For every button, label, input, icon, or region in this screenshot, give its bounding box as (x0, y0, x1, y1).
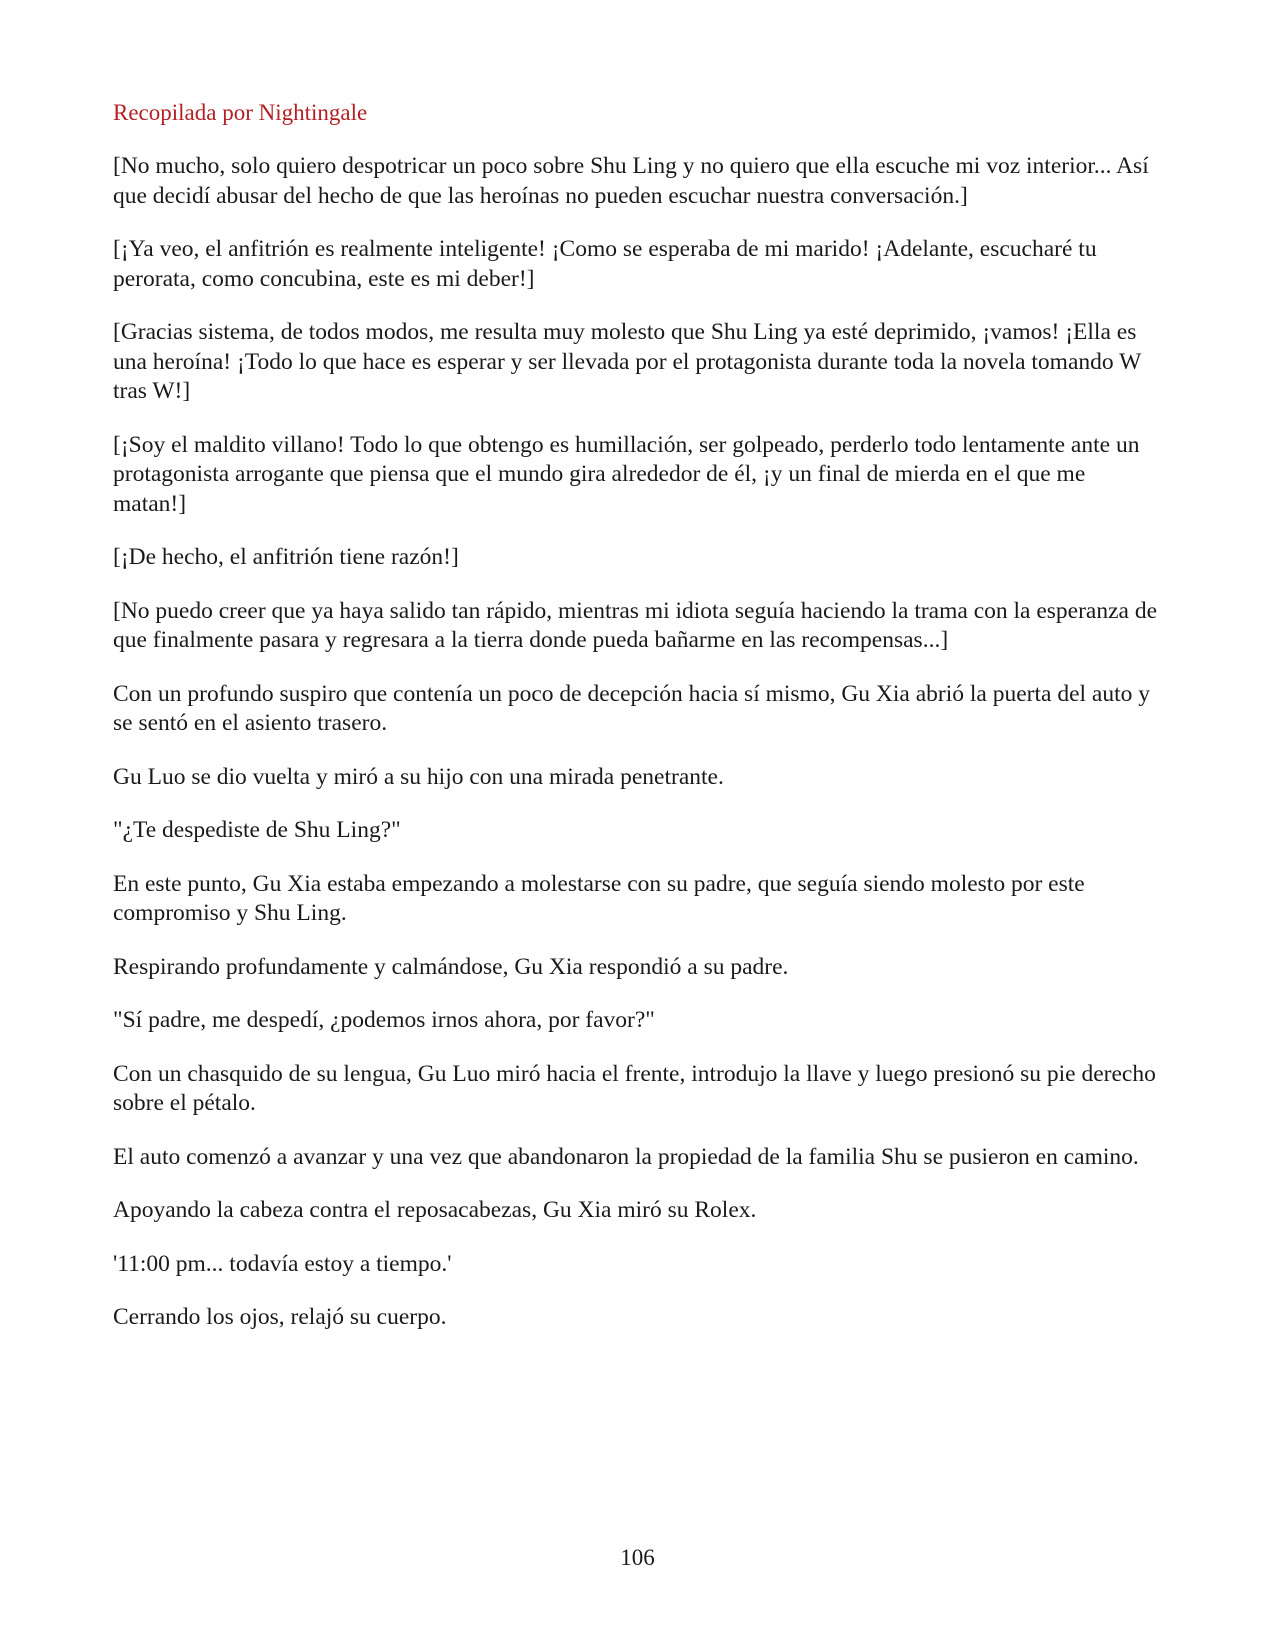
paragraph: Cerrando los ojos, relajó su cuerpo. (113, 1304, 447, 1330)
paragraph: Respirando profundamente y calmándose, Gu Xia respondió a su padre. (113, 953, 789, 980)
paragraph: El auto comenzó a avanzar y una vez que abandonaron la propiedad de la familia Shu se pusieron en camino. (113, 1143, 1139, 1170)
paragraph: "¿Te despediste de Shu Ling?" (113, 817, 401, 843)
compiler-credit: Recopilada por Nightingale (113, 100, 368, 125)
paragraph: [No puedo creer que ya haya salido tan rápido, mientras mi idiota seguía haciendo la trama con la esperanza de que finalmente pasara y regresara a la tierra donde pueda bañarme en las recompensas...] (113, 597, 1158, 653)
document-page (113, 98, 1163, 1357)
paragraph: [Gracias sistema, de todos modos, me resulta muy molesto que Shu Ling ya esté deprimido, ¡vamos! ¡Ella es una heroína! ¡Todo lo que hace es esperar y ser llevada por el protagonista durante toda la novela tomando W tras W!] (113, 319, 1141, 404)
paragraph: '11:00 pm... todavía estoy a tiempo.' (113, 1250, 452, 1277)
paragraph: Con un profundo suspiro que contenía un poco de decepción hacia sí mismo, Gu Xia abrió la puerta del auto y se sentó en el asiento trasero. (113, 680, 1150, 736)
paragraph: "Sí padre, me despedí, ¿podemos irnos ahora, por favor?" (113, 1007, 655, 1033)
paragraph: [¡Soy el maldito villano! Todo lo que obtengo es humillación, ser golpeado, perderlo todo lentamente ante un protagonista arrogante que piensa que el mundo gira alrededor de él, ¡y un final de mierda en el que me matan!] (113, 431, 1140, 517)
paragraph: En este punto, Gu Xia estaba empezando a molestarse con su padre, que seguía siendo molesto por este compromiso y Shu Ling. (113, 870, 1085, 926)
paragraph: Apoyando la cabeza contra el reposacabezas, Gu Xia miró su Rolex. (113, 1197, 757, 1223)
paragraph: [¡De hecho, el anfitrión tiene razón!] (113, 544, 459, 570)
page-number: 106 (620, 1545, 655, 1570)
paragraph: [¡Ya veo, el anfitrión es realmente inteligente! ¡Como se esperaba de mi marido! ¡Adelante, escucharé tu perorata, como concubina, este es mi deber!] (113, 236, 1097, 292)
paragraph: [No mucho, solo quiero despotricar un poco sobre Shu Ling y no quiero que ella escuche mi voz interior... Así que decidí abusar del hecho de que las heroínas no pueden escuchar nuestra conversación.] (113, 153, 1149, 209)
paragraph: Gu Luo se dio vuelta y miró a su hijo con una mirada penetrante. (113, 763, 724, 790)
paragraph: Con un chasquido de su lengua, Gu Luo miró hacia el frente, introdujo la llave y luego presionó su pie derecho sobre el pétalo. (113, 1060, 1156, 1116)
